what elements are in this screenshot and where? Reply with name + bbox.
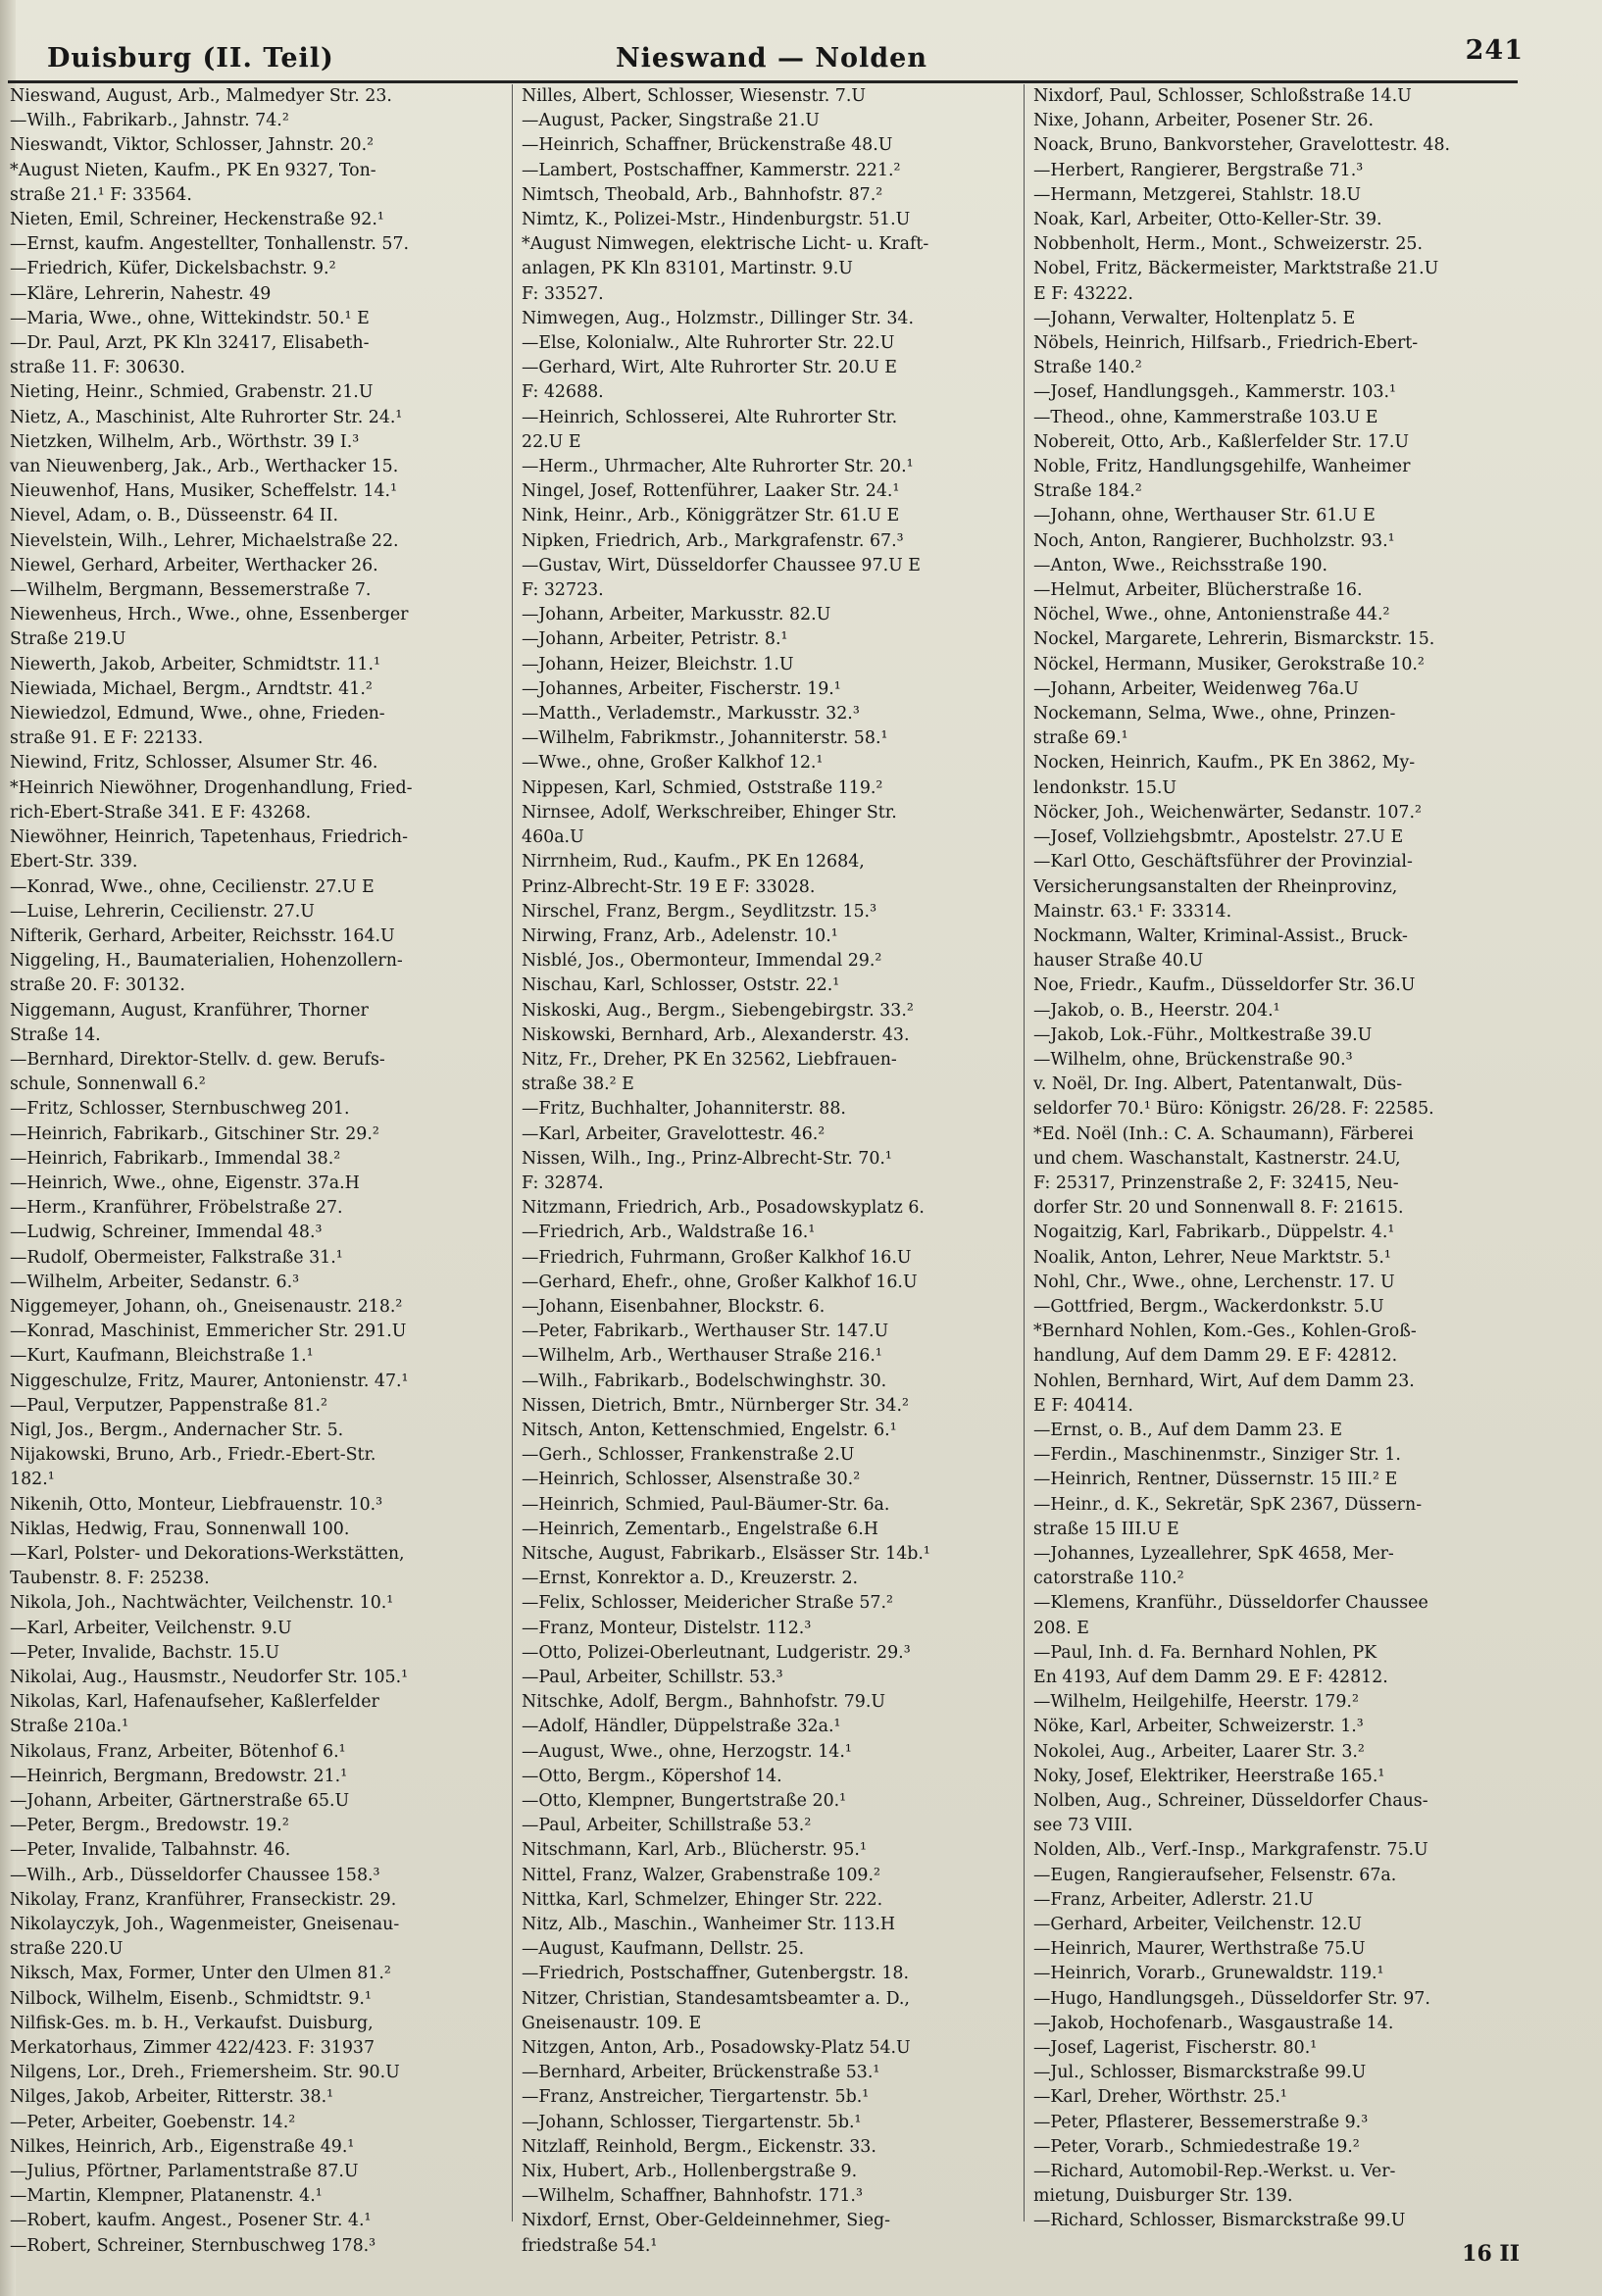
directory-entry: Nockmann, Walter, Kriminal-Assist., Bruck- hauser Straße 40.U (1033, 925, 1408, 972)
column-divider (512, 84, 513, 2221)
directory-entry: Niggeschulze, Fritz, Maurer, Antonienstr. 47.¹ (10, 1371, 409, 1391)
directory-entry: Nohl, Chr., Wwe., ohne, Lerchenstr. 17. U (1033, 1272, 1395, 1292)
directory-entry: —Wilh., Fabrikarb., Bodelschwinghstr. 30. (522, 1371, 887, 1391)
directory-entry: —Heinrich, Zementarb., Engelstraße 6.H (522, 1519, 878, 1539)
directory-entry: Noe, Friedr., Kaufm., Düsseldorfer Str. 36.U (1033, 975, 1416, 996)
directory-entry: Niewiedzol, Edmund, Wwe., ohne, Frieden- straße 91. E F: 22133. (10, 704, 385, 749)
directory-entry: —Heinrich, Fabrikarb., Immendal 38.² (10, 1148, 341, 1169)
column-divider (1024, 84, 1025, 2221)
directory-entry: —Gustav, Wirt, Düsseldorfer Chaussee 97.U E F: 32723. (522, 555, 921, 601)
directory-entry: Nittel, Franz, Walzer, Grabenstraße 109.² (522, 1865, 880, 1885)
directory-entry: —Heinrich, Fabrikarb., Gitschiner Str. 29.² (10, 1123, 379, 1144)
directory-entry: —Heinrich, Rentner, Düssernstr. 15 III.² E (1033, 1470, 1398, 1490)
directory-entry: Nitsch, Anton, Kettenschmied, Engelstr. 6.¹ (522, 1420, 897, 1440)
directory-entry: Nilfisk-Ges. m. b. H., Verkaufst. Duisburg, Merkatorhaus, Zimmer 422/423. F: 31937 (10, 2013, 375, 2059)
directory-entry: —Heinrich, Schlosser, Alsenstraße 30.² (522, 1470, 861, 1490)
header-range: Nieswand — Nolden (616, 43, 927, 74)
directory-entry: —Helmut, Arbeiter, Blücherstraße 16. (1033, 580, 1363, 601)
directory-entry: —Franz, Anstreicher, Tiergartenstr. 5b.¹ (522, 2087, 870, 2108)
directory-entry: Nievel, Adam, o. B., Düsseenstr. 64 II. (10, 506, 339, 526)
directory-entry: —Johann, Arbeiter, Gärtnerstraße 65.U (10, 1791, 350, 1812)
directory-entry: —Robert, Schreiner, Sternbuschweg 178.³ (10, 2235, 376, 2256)
directory-entry: —Friedrich, Arb., Waldstraße 16.¹ (522, 1223, 816, 1243)
directory-entry: Nokolei, Aug., Arbeiter, Laarer Str. 3.² (1033, 1741, 1365, 1762)
directory-entry: Nockemann, Selma, Wwe., ohne, Prinzen- straße 69.¹ (1033, 704, 1396, 749)
column-1 (10, 84, 510, 2259)
directory-entry: —Wilhelm, Arb., Werthauser Straße 216.¹ (522, 1346, 882, 1367)
directory-entry: —Karl, Arbeiter, Gravelottestr. 46.² (522, 1123, 826, 1144)
directory-entry: —Wilhelm, Fabrikmstr., Johanniterstr. 58.¹ (522, 728, 888, 749)
directory-entry: —Robert, kaufm. Angest., Posener Str. 4.¹ (10, 2211, 372, 2231)
directory-entry: Noak, Karl, Arbeiter, Otto-Keller-Str. 39. (1033, 210, 1382, 230)
directory-entry: —Luise, Lehrerin, Cecilienstr. 27.U (10, 901, 315, 922)
directory-entry: —August, Packer, Singstraße 21.U (522, 111, 820, 131)
directory-entry: —Peter, Bergm., Bredowstr. 19.² (10, 1816, 289, 1836)
directory-entry: —Ludwig, Schreiner, Immendal 48.³ (10, 1223, 323, 1243)
directory-entry: —Kurt, Kaufmann, Bleichstraße 1.¹ (10, 1346, 314, 1367)
directory-entry: Nirnsee, Adolf, Werkschreiber, Ehinger Str. 460a.U (522, 802, 897, 848)
directory-entry: —Jakob, Hochofenarb., Wasgaustraße 14. (1033, 2013, 1394, 2033)
directory-entry: —Peter, Invalide, Talbahnstr. 46. (10, 1840, 291, 1861)
directory-entry: Nix, Hubert, Arb., Hollenbergstraße 9. (522, 2162, 858, 2182)
directory-entry: Nixdorf, Ernst, Ober-Geldeinnehmer, Sieg- friedstraße 54.¹ (522, 2211, 891, 2256)
directory-entry: —Gerh., Schlosser, Frankenstraße 2.U (522, 1445, 855, 1466)
directory-entry: —Johann, Arbeiter, Petristr. 8.¹ (522, 629, 788, 650)
directory-entry: —Eugen, Rangieraufseher, Felsenstr. 67a. (1033, 1865, 1397, 1885)
directory-entry: —Jul., Schlosser, Bismarckstraße 99.U (1033, 2063, 1367, 2083)
header-rule (8, 80, 1518, 83)
directory-entry: —Hugo, Handlungsgeh., Düsseldorfer Str. 97. (1033, 1988, 1430, 2009)
directory-entry: —Else, Kolonialw., Alte Ruhrorter Str. 22.U (522, 333, 895, 354)
directory-entry: Nolben, Aug., Schreiner, Düsseldorfer Chaus- see 73 VIII. (1033, 1791, 1428, 1836)
directory-entry: Nohlen, Bernhard, Wirt, Auf dem Damm 23. E F: 40414. (1033, 1371, 1415, 1416)
directory-entry: Niewöhner, Heinrich, Tapetenhaus, Friedrich- Ebert-Str. 339. (10, 827, 408, 873)
directory-entry: Niewenheus, Hrch., Wwe., ohne, Essenberger Straße 219.U (10, 605, 409, 650)
directory-entry: —Johannes, Lyzeallehrer, SpK 4658, Mer- catorstraße 110.² (1033, 1543, 1394, 1589)
directory-entry: —Heinrich, Schaffner, Brückenstraße 48.U (522, 135, 893, 156)
directory-entry: —Peter, Vorarb., Schmiedestraße 19.² (1033, 2136, 1360, 2157)
directory-entry: Niewiada, Michael, Bergm., Arndtstr. 41.² (10, 678, 373, 699)
directory-entry: —Matth., Verlademstr., Markusstr. 32.³ (522, 704, 860, 724)
directory-entry: —Wilh., Arb., Düsseldorfer Chaussee 158.³ (10, 1865, 380, 1885)
directory-entry: —Friedrich, Postschaffner, Gutenbergstr. 18. (522, 1964, 910, 1984)
directory-entry: Nixdorf, Paul, Schlosser, Schloßstraße 14.U (1033, 86, 1412, 106)
directory-entry: —Peter, Invalide, Bachstr. 15.U (10, 1642, 279, 1663)
directory-entry: —Ernst, Konrektor a. D., Kreuzerstr. 2. (522, 1569, 859, 1589)
directory-entry: *Heinrich Niewöhner, Drogenhandlung, Fried- rich-Ebert-Straße 341. E F: 43268. (10, 777, 413, 823)
directory-entry: —Johann, Schlosser, Tiergartenstr. 5b.¹ (522, 2112, 862, 2132)
directory-entry: —August, Wwe., ohne, Herzogstr. 14.¹ (522, 1741, 852, 1762)
directory-entry: Nobereit, Otto, Arb., Kaßlerfelder Str. 17.U (1033, 431, 1410, 452)
directory-entry: —Johann, Eisenbahner, Blockstr. 6. (522, 1296, 826, 1317)
page-number: 241 (1465, 35, 1524, 66)
directory-entry: Nirschel, Franz, Bergm., Seydlitzstr. 15.³ (522, 901, 877, 922)
directory-entry: —Hermann, Metzgerei, Stahlstr. 18.U (1033, 184, 1362, 205)
directory-entry: —Johannes, Arbeiter, Fischerstr. 19.¹ (522, 678, 841, 699)
directory-entry: Nilbock, Wilhelm, Eisenb., Schmidtstr. 9.¹ (10, 1988, 372, 2009)
directory-entry: —Karl, Arbeiter, Veilchenstr. 9.U (10, 1618, 292, 1638)
directory-entry: —Bernhard, Direktor-Stellv. d. gew. Berufs- schule, Sonnenwall 6.² (10, 1049, 385, 1095)
directory-entry: —Heinr., d. K., Sekretär, SpK 2367, Düssern- straße 15 III.U E (1033, 1494, 1423, 1539)
directory-entry: —Herm., Uhrmacher, Alte Ruhrorter Str. 20.¹ (522, 457, 914, 477)
directory-entry: —Theod., ohne, Kammerstraße 103.U E (1033, 407, 1378, 427)
directory-entry: Nissen, Dietrich, Bmtr., Nürnberger Str. 34.² (522, 1395, 909, 1416)
directory-entry: *August Nieten, Kaufm., PK En 9327, Ton- straße 21.¹ F: 33564. (10, 160, 376, 205)
directory-entry: —Peter, Pflasterer, Bessemerstraße 9.³ (1033, 2112, 1369, 2132)
directory-entry: Nievelstein, Wilh., Lehrer, Michaelstraße 22. (10, 530, 399, 551)
directory-entry: —Wilh., Fabrikarb., Jahnstr. 74.² (10, 111, 289, 131)
directory-entry: —Wilhelm, Heilgehilfe, Heerstr. 179.² (1033, 1692, 1359, 1713)
directory-entry: Niggemeyer, Johann, oh., Gneisenaustr. 218.² (10, 1296, 403, 1317)
directory-entry: Nikolas, Karl, Hafenaufseher, Kaßlerfelder Straße 210a.¹ (10, 1692, 379, 1737)
directory-entry: —Herm., Kranführer, Fröbelstraße 27. (10, 1198, 343, 1219)
directory-entry: —Heinrich, Maurer, Werthstraße 75.U (1033, 1939, 1366, 1960)
directory-entry: —Fritz, Buchhalter, Johanniterstr. 88. (522, 1099, 846, 1120)
directory-entry: v. Noël, Dr. Ing. Albert, Patentanwalt, Düs- seldorfer 70.¹ Büro: Königstr. 26/28. F: 22585. (1033, 1074, 1434, 1120)
directory-entry: —Martin, Klempner, Platanenstr. 4.¹ (10, 2186, 323, 2207)
directory-entry: Ningel, Josef, Rottenführer, Laaker Str. 24.¹ (522, 481, 900, 502)
directory-entry: —Klemens, Kranführ., Düsseldorfer Chaussee 208. E (1033, 1593, 1428, 1638)
directory-entry: —Konrad, Maschinist, Emmericher Str. 291.U (10, 1322, 407, 1342)
directory-entry: Nikenih, Otto, Monteur, Liebfrauenstr. 10.³ (10, 1494, 383, 1515)
directory-entry: Noky, Josef, Elektriker, Heerstraße 165.¹ (1033, 1766, 1385, 1786)
directory-entry: Nissen, Wilh., Ing., Prinz-Albrecht-Str. 70.¹ F: 32874. (522, 1148, 892, 1193)
directory-entry: —Heinrich, Schlosserei, Alte Ruhrorter Str. 22.U E (522, 407, 898, 452)
directory-entry: —Josef, Lagerist, Fischerstr. 80.¹ (1033, 2038, 1318, 2059)
directory-entry: Nimwegen, Aug., Holzmstr., Dillinger Str. 34. (522, 308, 915, 328)
header-city: Duisburg (II. Teil) (47, 43, 334, 74)
directory-entry: —Rudolf, Obermeister, Falkstraße 31.¹ (10, 1247, 343, 1268)
directory-entry: Nitzer, Christian, Standesamtsbeamter a. D., Gneisenaustr. 109. E (522, 1988, 910, 2033)
directory-entry: Nietz, A., Maschinist, Alte Ruhrorter Str. 24.¹ (10, 407, 403, 427)
directory-entry: Nogaitzig, Karl, Fabrikarb., Düppelstr. 4.¹ (1033, 1223, 1395, 1243)
directory-entry: —Josef, Handlungsgeh., Kammerstr. 103.¹ (1033, 382, 1397, 403)
directory-entry: —Felix, Schlosser, Meidericher Straße 57.² (522, 1593, 893, 1614)
directory-entry: Noack, Bruno, Bankvorsteher, Gravelottestr. 48. (1033, 135, 1451, 156)
directory-entry: Nieten, Emil, Schreiner, Heckenstraße 92.¹ (10, 210, 384, 230)
directory-entry: Noch, Anton, Rangierer, Buchholzstr. 93.¹ (1033, 530, 1395, 551)
directory-entry: —Richard, Schlosser, Bismarckstraße 99.U (1033, 2211, 1406, 2231)
directory-entry: Nieting, Heinr., Schmied, Grabenstr. 21.U (10, 382, 374, 403)
directory-entry: —Franz, Monteur, Distelstr. 112.³ (522, 1618, 812, 1638)
directory-entry: Nilgens, Lor., Dreh., Friemersheim. Str. 90.U (10, 2063, 400, 2083)
directory-entry: —Johann, ohne, Werthauser Str. 61.U E (1033, 506, 1376, 526)
directory-entry: Niklas, Hedwig, Frau, Sonnenwall 100. (10, 1519, 350, 1539)
directory-entry: —Herbert, Rangierer, Bergstraße 71.³ (1033, 160, 1364, 180)
directory-entry: Nöke, Karl, Arbeiter, Schweizerstr. 1.³ (1033, 1717, 1364, 1737)
directory-entry: Nipken, Friedrich, Arb., Markgrafenstr. 67.³ (522, 530, 904, 551)
directory-entry: —Paul, Arbeiter, Schillstr. 53.³ (522, 1668, 783, 1687)
directory-entry: —Heinrich, Schmied, Paul-Bäumer-Str. 6a. (522, 1494, 890, 1515)
directory-entry: Nitz, Fr., Dreher, PK En 32562, Liebfrauen- straße 38.² E (522, 1049, 897, 1095)
directory-entry: Nitsche, August, Fabrikarb., Elsässer Str. 14b.¹ (522, 1543, 930, 1564)
directory-entry: Noalik, Anton, Lehrer, Neue Marktstr. 5.¹ (1033, 1247, 1391, 1268)
directory-entry: —Otto, Klempner, Bungertstraße 20.¹ (522, 1791, 847, 1812)
directory-entry: Niewind, Fritz, Schlosser, Alsumer Str. 46. (10, 753, 378, 774)
directory-entry: —Gerhard, Arbeiter, Veilchenstr. 12.U (1033, 1915, 1363, 1935)
directory-entry: —Konrad, Wwe., ohne, Cecilienstr. 27.U E (10, 876, 375, 897)
directory-entry: Nittka, Karl, Schmelzer, Ehinger Str. 222. (522, 1889, 883, 1910)
directory-entry: Nikolay, Franz, Kranführer, Franseckistr. 29. (10, 1889, 397, 1910)
directory-entry: —Johann, Verwalter, Holtenplatz 5. E (1033, 308, 1356, 328)
directory-entry: Niewel, Gerhard, Arbeiter, Werthacker 26. (10, 555, 378, 575)
directory-entry: Nitz, Alb., Maschin., Wanheimer Str. 113.H (522, 1915, 896, 1935)
directory-entry: —Josef, Vollziehgsbmtr., Apostelstr. 27.U E (1033, 827, 1404, 848)
directory-entry: —Karl, Dreher, Wörthstr. 25.¹ (1033, 2087, 1287, 2108)
directory-entry: —Paul, Arbeiter, Schillstraße 53.² (522, 1816, 812, 1836)
directory-entry: Niksch, Max, Former, Unter den Ulmen 81.² (10, 1964, 391, 1984)
directory-entry: Nisblé, Jos., Obermonteur, Immendal 29.² (522, 951, 882, 972)
directory-entry: Nöckel, Hermann, Musiker, Gerokstraße 10.² (1033, 654, 1425, 674)
directory-entry: Nöbels, Heinrich, Hilfsarb., Friedrich-Ebert- Straße 140.² (1033, 333, 1419, 378)
directory-entry: —Richard, Automobil-Rep.-Werkst. u. Ver- mietung, Duisburger Str. 139. (1033, 2162, 1396, 2207)
directory-entry: —Wilhelm, ohne, Brückenstraße 90.³ (1033, 1049, 1353, 1070)
directory-entry: —Adolf, Händler, Düppelstraße 32a.¹ (522, 1717, 841, 1737)
directory-entry: —Heinrich, Bergmann, Bredowstr. 21.¹ (10, 1766, 348, 1786)
column-2 (522, 84, 1022, 2259)
directory-entry: —Gerhard, Wirt, Alte Ruhrorter Str. 20.U E F: 42688. (522, 358, 897, 403)
directory-entry: Niggemann, August, Kranführer, Thorner Straße 14. (10, 1000, 369, 1045)
directory-entry: Noble, Fritz, Handlungsgehilfe, Wanheimer Straße 184.² (1033, 457, 1411, 502)
directory-entry: Nixe, Johann, Arbeiter, Posener Str. 26. (1033, 111, 1375, 131)
directory-entry: Nitzgen, Anton, Arb., Posadowsky-Platz 54.U (522, 2038, 911, 2059)
directory-entry: Nobel, Fritz, Bäckermeister, Marktstraße 21.U E F: 43222. (1033, 259, 1439, 304)
directory-entry: Nitschmann, Karl, Arb., Blücherstr. 95.¹ (522, 1840, 867, 1861)
directory-entry: —Johann, Heizer, Bleichstr. 1.U (522, 654, 794, 674)
directory-entry: Niskowski, Bernhard, Arb., Alexanderstr. 43. (522, 1024, 910, 1045)
directory-entry: —Julius, Pförtner, Parlamentstraße 87.U (10, 2162, 359, 2182)
directory-entry: Nischau, Karl, Schlosser, Oststr. 22.¹ (522, 975, 840, 996)
directory-entry: —Bernhard, Arbeiter, Brückenstraße 53.¹ (522, 2063, 880, 2083)
directory-entry: Nieuwenhof, Hans, Musiker, Scheffelstr. 14.¹ (10, 481, 398, 502)
directory-entry: —Lambert, Postschaffner, Kammerstr. 221.² (522, 160, 901, 180)
directory-entry: —Fritz, Schlosser, Sternbuschweg 201. (10, 1099, 350, 1120)
directory-entry: Nieswandt, Viktor, Schlosser, Jahnstr. 20.² (10, 135, 375, 156)
directory-entry: —Friedrich, Küfer, Dickelsbachstr. 9.² (10, 259, 336, 279)
directory-entry: —Gottfried, Bergm., Wackerdonkstr. 5.U (1033, 1296, 1384, 1317)
directory-entry: —Wilhelm, Schaffner, Bahnhofstr. 171.³ (522, 2186, 863, 2207)
directory-entry: —Dr. Paul, Arzt, PK Kln 32417, Elisabeth- straße 11. F: 30630. (10, 333, 370, 378)
directory-entry: Nifterik, Gerhard, Arbeiter, Reichsstr. 164.U (10, 925, 395, 946)
directory-entry: Nilges, Jakob, Arbeiter, Ritterstr. 38.¹ (10, 2087, 334, 2108)
directory-entry: —Ferdin., Maschinenmstr., Sinziger Str. 1. (1033, 1445, 1401, 1466)
directory-entry: Nink, Heinr., Arb., Königgrätzer Str. 61.U E (522, 506, 900, 526)
directory-entry: —Ernst, o. B., Auf dem Damm 23. E (1033, 1420, 1343, 1440)
directory-entry: —Friedrich, Fuhrmann, Großer Kalkhof 16.U (522, 1247, 912, 1268)
directory-entry: —Maria, Wwe., ohne, Wittekindstr. 50.¹ E (10, 308, 370, 328)
directory-entry: Nirwing, Franz, Arb., Adelenstr. 10.¹ (522, 925, 838, 946)
directory-entry: *August Nimwegen, elektrische Licht- u. Kraft- anlagen, PK Kln 83101, Martinstr. 9.U F: 33527. (522, 234, 929, 304)
directory-entry: Nimtz, K., Polizei-Mstr., Hindenburgstr. 51.U (522, 210, 911, 230)
directory-entry: —Heinrich, Vorarb., Grunewaldstr. 119.¹ (1033, 1964, 1384, 1984)
directory-entry: Nilkes, Heinrich, Arb., Eigenstraße 49.¹ (10, 2136, 355, 2157)
directory-entry: Nitzmann, Friedrich, Arb., Posadowskyplatz 6. (522, 1198, 925, 1219)
directory-entry: Nolden, Alb., Verf.-Insp., Markgrafenstr. 75.U (1033, 1840, 1428, 1861)
directory-entry: Nitschke, Adolf, Bergm., Bahnhofstr. 79.U (522, 1692, 886, 1713)
directory-entry: —Peter, Arbeiter, Goebenstr. 14.² (10, 2112, 296, 2132)
directory-entry: —Peter, Fabrikarb., Werthauser Str. 147.U (522, 1322, 889, 1342)
directory-entry: —Ernst, kaufm. Angestellter, Tonhallenstr. 57. (10, 234, 410, 255)
directory-entry: —Wilhelm, Bergmann, Bessemerstraße 7. (10, 580, 372, 601)
directory-entry: Nockel, Margarete, Lehrerin, Bismarckstr. 15. (1033, 629, 1435, 650)
directory-entry: Nigl, Jos., Bergm., Andernacher Str. 5. (10, 1420, 344, 1440)
directory-entry: Nilles, Albert, Schlosser, Wiesenstr. 7.U (522, 86, 867, 106)
directory-entry: Nippesen, Karl, Schmied, Oststraße 119.² (522, 777, 883, 798)
directory-entry: —Otto, Polizei-Oberleutnant, Ludgeristr. 29.³ (522, 1642, 911, 1663)
directory-entry: —Jakob, o. B., Heerstr. 204.¹ (1033, 1000, 1280, 1021)
directory-entry: —Gerhard, Ehefr., ohne, Großer Kalkhof 16.U (522, 1272, 918, 1292)
directory-entry: Niskoski, Aug., Bergm., Siebengebirgstr. 33.² (522, 1000, 914, 1021)
directory-entry: —Karl, Polster- und Dekorations-Werkstätten, Taubenstr. 8. F: 25238. (10, 1543, 405, 1589)
directory-entry: Niggeling, H., Baumaterialien, Hohenzollern- straße 20. F: 30132. (10, 951, 403, 996)
directory-entry: van Nieuwenberg, Jak., Arb., Werthacker 15. (10, 457, 399, 477)
directory-entry: —Heinrich, Wwe., ohne, Eigenstr. 37a.H (10, 1173, 360, 1193)
directory-entry: —Anton, Wwe., Reichsstraße 190. (1033, 555, 1328, 575)
directory-entry: Nirrnheim, Rud., Kaufm., PK En 12684, Prinz-Albrecht-Str. 19 E F: 33028. (522, 852, 865, 897)
directory-entry: Nocken, Heinrich, Kaufm., PK En 3862, My- lendonkstr. 15.U (1033, 753, 1416, 798)
directory-entry: Nikolai, Aug., Hausmstr., Neudorfer Str. 105.¹ (10, 1668, 409, 1687)
sheet-signature: 16 II (1462, 2241, 1520, 2267)
directory-entry: Nikola, Joh., Nachtwächter, Veilchenstr. 10.¹ (10, 1593, 394, 1614)
directory-entry: Nieswand, August, Arb., Malmedyer Str. 23. (10, 86, 392, 106)
directory-entry: —Karl Otto, Geschäftsführer der Provinzial- Versicherungsanstalten der Rheinprovinz, Mainstr. 63.¹ F: 33314. (1033, 852, 1413, 922)
directory-entry: —Wilhelm, Arbeiter, Sedanstr. 6.³ (10, 1272, 300, 1292)
directory-entry: *Ed. Noël (Inh.: C. A. Schaumann), Färberei und chem. Waschanstalt, Kastnerstr. 24.U, F: 25317, Prinzenstraße 2, F: 32415, Neu- dorfer Str. 20 und Sonnenwall 8. F: 21615. (1033, 1123, 1414, 1219)
directory-entry: —Johann, Arbeiter, Weidenweg 76a.U (1033, 678, 1359, 699)
directory-entry: Nimtsch, Theobald, Arb., Bahnhofstr. 87.² (522, 184, 883, 205)
directory-entry: —Wwe., ohne, Großer Kalkhof 12.¹ (522, 753, 824, 774)
directory-entry: —Jakob, Lok.-Führ., Moltkestraße 39.U (1033, 1024, 1373, 1045)
directory-entry: *Bernhard Nohlen, Kom.-Ges., Kohlen-Groß- handlung, Auf dem Damm 29. E F: 42812. (1033, 1322, 1417, 1367)
directory-entry: Nöcker, Joh., Weichenwärter, Sedanstr. 107.² (1033, 802, 1422, 823)
directory-entry: —Franz, Arbeiter, Adlerstr. 21.U (1033, 1889, 1314, 1910)
directory-entry: —August, Kaufmann, Dellstr. 25. (522, 1939, 805, 1960)
directory-entry: Nietzken, Wilhelm, Arb., Wörthstr. 39 I.³ (10, 431, 360, 452)
directory-entry: —Paul, Verputzer, Pappenstraße 81.² (10, 1395, 327, 1416)
directory-entry: —Johann, Arbeiter, Markusstr. 82.U (522, 605, 831, 625)
directory-entry: Niewerth, Jakob, Arbeiter, Schmidtstr. 11.¹ (10, 654, 380, 674)
directory-entry: Nikolayczyk, Joh., Wagenmeister, Gneisenau- straße 220.U (10, 1915, 400, 1960)
directory-entry: —Kläre, Lehrerin, Nahestr. 49 (10, 283, 272, 304)
column-3 (1033, 84, 1524, 2234)
directory-entry: Nijakowski, Bruno, Arb., Friedr.-Ebert-Str. 182.¹ (10, 1445, 376, 1490)
directory-entry: Nöchel, Wwe., ohne, Antonienstraße 44.² (1033, 605, 1390, 625)
directory-entry: Nitzlaff, Reinhold, Bergm., Eickenstr. 33. (522, 2136, 876, 2157)
directory-entry: Nobbenholt, Herm., Mont., Schweizerstr. 25. (1033, 234, 1424, 255)
directory-entry: —Otto, Bergm., Köpershof 14. (522, 1766, 782, 1786)
directory-entry: Nikolaus, Franz, Arbeiter, Bötenhof 6.¹ (10, 1741, 346, 1762)
directory-entry: —Paul, Inh. d. Fa. Bernhard Nohlen, PK En 4193, Auf dem Damm 29. E F: 42812. (1033, 1642, 1388, 1687)
